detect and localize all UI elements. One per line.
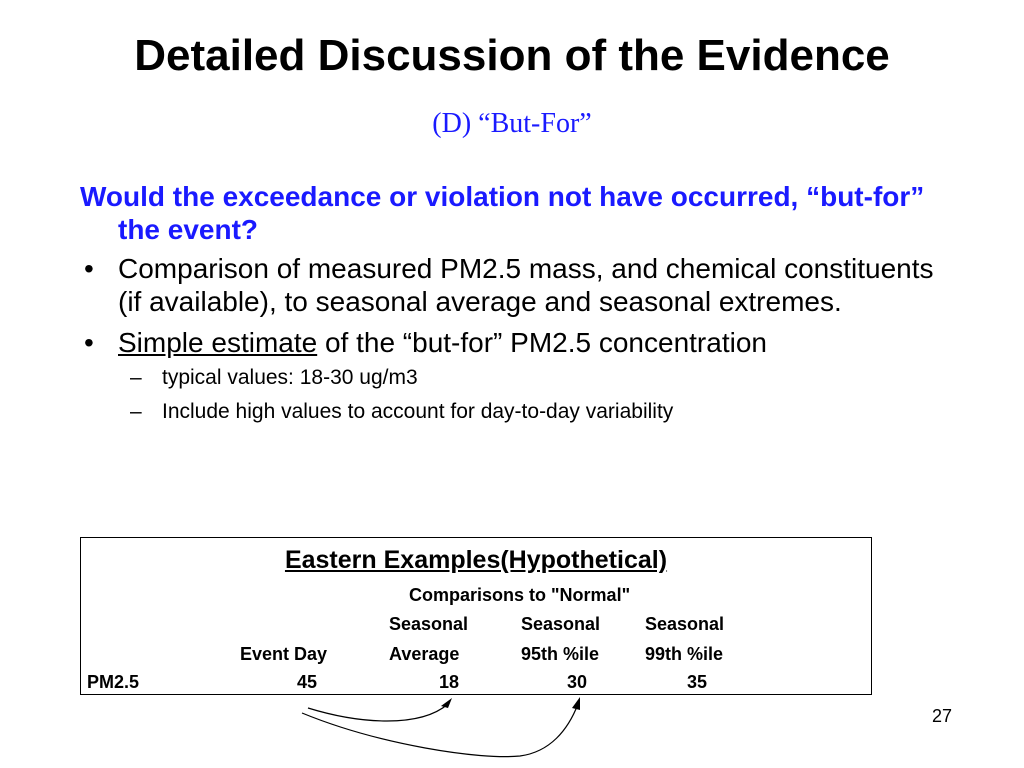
header-seasonal-2: Seasonal bbox=[521, 614, 601, 634]
question-text: Would the exceedance or violation not have occurred, “but-for” the event? bbox=[80, 181, 925, 245]
header-average: Average bbox=[389, 644, 460, 664]
arrow-to-average bbox=[308, 704, 448, 721]
table-title: Eastern Examples(Hypothetical) bbox=[284, 546, 668, 574]
header-event-day: Event Day bbox=[240, 644, 328, 664]
group-header: Comparisons to "Normal" bbox=[409, 585, 631, 605]
slide-subtitle: (D) “But-For” bbox=[432, 108, 592, 139]
header-seasonal-3: Seasonal bbox=[645, 614, 725, 634]
sub-bullet-marker: – bbox=[130, 366, 142, 389]
sub-bullet-text: Include high values to account for day-to-day variability bbox=[162, 400, 674, 423]
bullet-text: of the “but-for” PM2.5 concentration bbox=[317, 327, 767, 358]
bullet-marker: • bbox=[84, 253, 94, 284]
value-average: 18 bbox=[439, 672, 460, 692]
header-seasonal-1: Seasonal bbox=[389, 614, 469, 634]
row-label: PM2.5 bbox=[87, 672, 140, 692]
sub-bullet-marker: – bbox=[130, 400, 142, 423]
arrow-to-95th bbox=[302, 704, 578, 757]
value-event-day: 45 bbox=[297, 672, 318, 692]
page-number: 27 bbox=[932, 706, 953, 726]
arrowhead-average bbox=[441, 698, 452, 708]
slide-title: Detailed Discussion of the Evidence bbox=[134, 31, 890, 80]
value-99th: 35 bbox=[687, 672, 708, 692]
bullet-marker: • bbox=[84, 327, 94, 358]
header-99th: 99th %ile bbox=[645, 644, 724, 664]
arrowhead-95th bbox=[572, 697, 580, 710]
value-95th: 30 bbox=[567, 672, 588, 692]
header-95th: 95th %ile bbox=[521, 644, 600, 664]
bullet-text: Comparison of measured PM2.5 mass, and chemical constituents (if available), to seasonal average and seasonal extremes. bbox=[118, 253, 934, 317]
sub-bullet-text: typical values: 18-30 ug/m3 bbox=[162, 366, 418, 389]
simple-estimate-text: Simple estimate bbox=[118, 327, 318, 358]
